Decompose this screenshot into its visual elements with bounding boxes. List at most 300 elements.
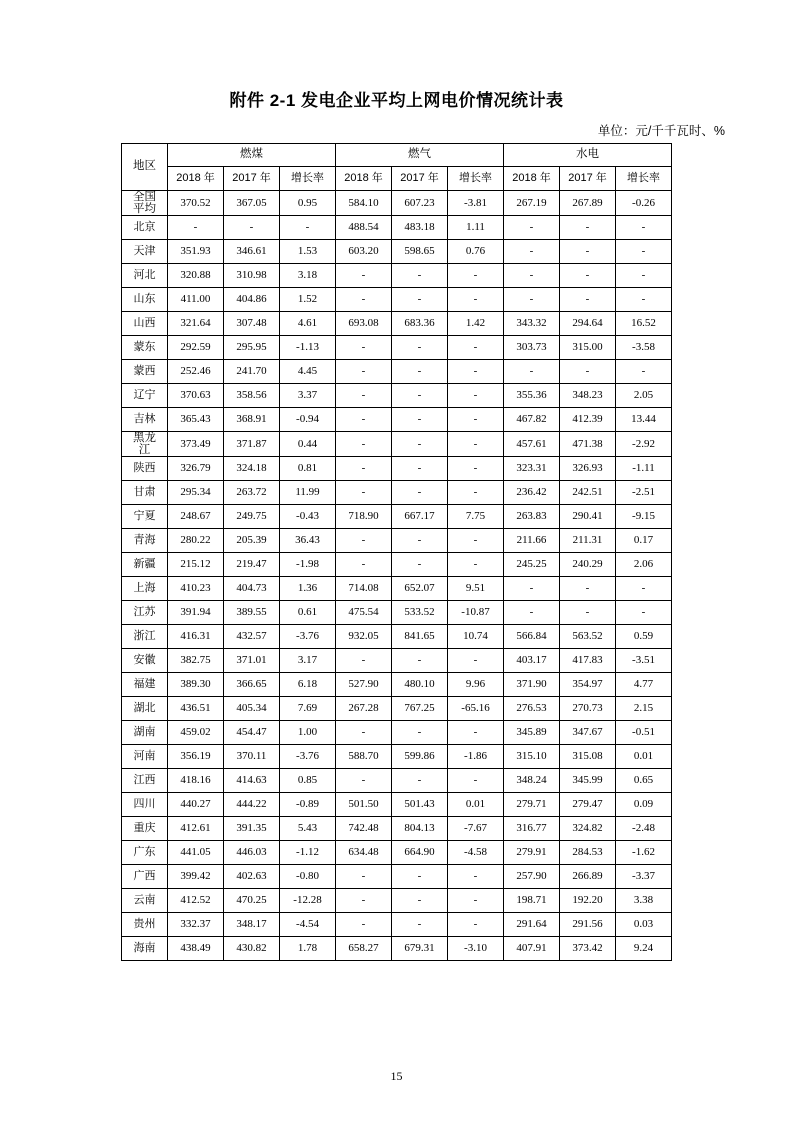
table-cell: 932.05	[336, 625, 392, 649]
table-row	[122, 577, 672, 601]
table-cell: -2.51	[616, 481, 672, 505]
table-cell: -	[560, 601, 616, 625]
row-region-label: 河南	[122, 745, 168, 769]
table-cell: -	[448, 457, 504, 481]
table-cell: 430.82	[224, 937, 280, 961]
row-region-label: 云南	[122, 889, 168, 913]
table-cell: 371.87	[224, 432, 280, 457]
row-region-label: 江苏	[122, 601, 168, 625]
row-region-label: 浙江	[122, 625, 168, 649]
table-cell: -	[616, 288, 672, 312]
table-cell: -1.62	[616, 841, 672, 865]
table-cell: 324.18	[224, 457, 280, 481]
row-region-label: 蒙东	[122, 336, 168, 360]
table-cell: -	[336, 408, 392, 432]
table-cell: 683.36	[392, 312, 448, 336]
table-cell: 315.10	[504, 745, 560, 769]
table-cell: 0.17	[616, 529, 672, 553]
table-cell: -	[560, 264, 616, 288]
table-cell: -	[616, 264, 672, 288]
table-cell: 0.85	[280, 769, 336, 793]
table-cell: 432.57	[224, 625, 280, 649]
table-cell: 303.73	[504, 336, 560, 360]
column-header-hydro-growth: 增长率	[616, 167, 672, 191]
table-cell: 370.63	[168, 384, 224, 408]
table-cell: 198.71	[504, 889, 560, 913]
table-cell: -	[448, 360, 504, 384]
row-region-label: 宁夏	[122, 505, 168, 529]
table-row	[122, 384, 672, 408]
table-cell: 0.81	[280, 457, 336, 481]
table-cell: 3.38	[616, 889, 672, 913]
table-cell: 211.31	[560, 529, 616, 553]
table-cell: 315.00	[560, 336, 616, 360]
table-cell: -0.51	[616, 721, 672, 745]
table-row	[122, 889, 672, 913]
table-cell: -3.37	[616, 865, 672, 889]
table-cell: 3.17	[280, 649, 336, 673]
table-cell: -	[560, 240, 616, 264]
table-cell: -	[392, 432, 448, 457]
table-cell: 2.15	[616, 697, 672, 721]
table-cell: 279.71	[504, 793, 560, 817]
table-cell: 441.05	[168, 841, 224, 865]
table-cell: 1.36	[280, 577, 336, 601]
table-cell: -4.58	[448, 841, 504, 865]
table-cell: 346.61	[224, 240, 280, 264]
table-cell: -	[336, 649, 392, 673]
row-region-label: 天津	[122, 240, 168, 264]
table-cell: 248.67	[168, 505, 224, 529]
table-cell: 391.35	[224, 817, 280, 841]
table-cell: 365.43	[168, 408, 224, 432]
table-row	[122, 745, 672, 769]
row-region-label: 陕西	[122, 457, 168, 481]
table-cell: 417.83	[560, 649, 616, 673]
table-cell: 294.64	[560, 312, 616, 336]
table-cell: 664.90	[392, 841, 448, 865]
table-cell: 416.31	[168, 625, 224, 649]
table-cell: -1.11	[616, 457, 672, 481]
table-cell: 13.44	[616, 408, 672, 432]
table-cell: 3.37	[280, 384, 336, 408]
table-cell: 345.89	[504, 721, 560, 745]
table-cell: 205.39	[224, 529, 280, 553]
table-cell: -	[168, 216, 224, 240]
column-group-hydro: 水电	[504, 144, 672, 167]
table-cell: 480.10	[392, 673, 448, 697]
table-cell: 652.07	[392, 577, 448, 601]
table-cell: 1.42	[448, 312, 504, 336]
row-region-label: 北京	[122, 216, 168, 240]
column-header-region: 地区	[122, 144, 168, 191]
table-row	[122, 841, 672, 865]
table-cell: 355.36	[504, 384, 560, 408]
table-cell: -	[392, 360, 448, 384]
table-cell: -	[448, 769, 504, 793]
table-row	[122, 481, 672, 505]
table-cell: 501.50	[336, 793, 392, 817]
table-cell: 467.82	[504, 408, 560, 432]
table-cell: 236.42	[504, 481, 560, 505]
table-row	[122, 191, 672, 216]
table-row	[122, 649, 672, 673]
table-cell: 219.47	[224, 553, 280, 577]
table-cell: -	[392, 529, 448, 553]
table-cell: 347.67	[560, 721, 616, 745]
row-region-label: 江西	[122, 769, 168, 793]
table-cell: -	[392, 649, 448, 673]
page-number: 15	[390, 1069, 403, 1083]
table-cell: 323.31	[504, 457, 560, 481]
table-cell: 405.34	[224, 697, 280, 721]
table-cell: 714.08	[336, 577, 392, 601]
row-region-label: 四川	[122, 793, 168, 817]
table-cell: 332.37	[168, 913, 224, 937]
table-cell: -	[448, 336, 504, 360]
table-cell: -0.94	[280, 408, 336, 432]
table-cell: 0.65	[616, 769, 672, 793]
table-cell: 252.46	[168, 360, 224, 384]
table-cell: -	[504, 264, 560, 288]
table-cell: -	[336, 769, 392, 793]
table-cell: 742.48	[336, 817, 392, 841]
table-cell: 5.43	[280, 817, 336, 841]
table-cell: 315.08	[560, 745, 616, 769]
table-row	[122, 216, 672, 240]
table-cell: 358.56	[224, 384, 280, 408]
table-cell: 367.05	[224, 191, 280, 216]
table-cell: 295.95	[224, 336, 280, 360]
table-cell: 3.18	[280, 264, 336, 288]
table-row	[122, 529, 672, 553]
table-row	[122, 240, 672, 264]
table-cell: 403.17	[504, 649, 560, 673]
row-region-label: 山东	[122, 288, 168, 312]
table-cell: -	[448, 889, 504, 913]
table-cell: -10.87	[448, 601, 504, 625]
table-cell: 9.24	[616, 937, 672, 961]
table-cell: -	[560, 360, 616, 384]
electricity-price-table	[121, 143, 672, 961]
table-cell: 454.47	[224, 721, 280, 745]
column-header-hydro-2018: 2018 年	[504, 167, 560, 191]
row-region-label: 蒙西	[122, 360, 168, 384]
table-row	[122, 264, 672, 288]
table-cell: -0.80	[280, 865, 336, 889]
table-cell: 0.01	[448, 793, 504, 817]
table-cell: 371.90	[504, 673, 560, 697]
table-cell: 242.51	[560, 481, 616, 505]
table-cell: -	[392, 408, 448, 432]
table-row	[122, 913, 672, 937]
table-cell: 603.20	[336, 240, 392, 264]
table-cell: 321.64	[168, 312, 224, 336]
row-region-label: 新疆	[122, 553, 168, 577]
table-cell: -	[448, 721, 504, 745]
table-row	[122, 865, 672, 889]
table-cell: -	[448, 865, 504, 889]
table-cell: -	[448, 481, 504, 505]
table-row	[122, 817, 672, 841]
table-cell: -	[448, 913, 504, 937]
table-cell: 348.23	[560, 384, 616, 408]
table-cell: 366.65	[224, 673, 280, 697]
table-cell: 215.12	[168, 553, 224, 577]
table-cell: -	[336, 529, 392, 553]
table-cell: 348.24	[504, 769, 560, 793]
table-cell: -3.81	[448, 191, 504, 216]
table-cell: 368.91	[224, 408, 280, 432]
table-cell: -1.13	[280, 336, 336, 360]
row-region-label: 湖北	[122, 697, 168, 721]
table-row	[122, 505, 672, 529]
table-cell: -	[224, 216, 280, 240]
table-cell: 249.75	[224, 505, 280, 529]
table-cell: 418.16	[168, 769, 224, 793]
table-cell: 410.23	[168, 577, 224, 601]
table-cell: 488.54	[336, 216, 392, 240]
table-cell: 404.86	[224, 288, 280, 312]
table-cell: 1.11	[448, 216, 504, 240]
table-cell: -0.43	[280, 505, 336, 529]
table-cell: 382.75	[168, 649, 224, 673]
table-cell: -	[392, 865, 448, 889]
row-region-label: 广东	[122, 841, 168, 865]
table-cell: 291.56	[560, 913, 616, 937]
table-cell: -1.12	[280, 841, 336, 865]
table-cell: 7.69	[280, 697, 336, 721]
table-cell: -	[448, 264, 504, 288]
page-title: 附件 2-1 发电企业平均上网电价情况统计表	[229, 91, 564, 110]
table-cell: -	[448, 408, 504, 432]
table-cell: 0.44	[280, 432, 336, 457]
row-region-label: 河北	[122, 264, 168, 288]
table-header	[122, 144, 672, 191]
table-cell: 9.51	[448, 577, 504, 601]
table-cell: 320.88	[168, 264, 224, 288]
table-cell: 371.01	[224, 649, 280, 673]
row-region-label: 全国 平均	[122, 191, 168, 216]
row-region-label: 上海	[122, 577, 168, 601]
table-cell: 634.48	[336, 841, 392, 865]
table-row	[122, 288, 672, 312]
table-cell: 0.03	[616, 913, 672, 937]
table-cell: -	[280, 216, 336, 240]
table-cell: 438.49	[168, 937, 224, 961]
table-cell: 767.25	[392, 697, 448, 721]
column-header-gas-2017: 2017 年	[392, 167, 448, 191]
table-cell: -7.67	[448, 817, 504, 841]
table-cell: 444.22	[224, 793, 280, 817]
table-cell: -	[616, 577, 672, 601]
table-cell: 295.34	[168, 481, 224, 505]
column-header-coal-2017: 2017 年	[224, 167, 280, 191]
table-cell: 192.20	[560, 889, 616, 913]
table-cell: 389.55	[224, 601, 280, 625]
table-cell: -3.76	[280, 745, 336, 769]
table-cell: 370.52	[168, 191, 224, 216]
table-cell: -	[392, 553, 448, 577]
table-cell: -	[448, 432, 504, 457]
table-cell: 0.01	[616, 745, 672, 769]
table-cell: 693.08	[336, 312, 392, 336]
column-header-coal-2018: 2018 年	[168, 167, 224, 191]
row-region-label: 山西	[122, 312, 168, 336]
table-cell: -9.15	[616, 505, 672, 529]
table-header-row-groups	[122, 144, 672, 167]
table-cell: -	[616, 240, 672, 264]
table-cell: 2.06	[616, 553, 672, 577]
table-cell: 471.38	[560, 432, 616, 457]
table-cell: -	[392, 384, 448, 408]
table-cell: -12.28	[280, 889, 336, 913]
table-row	[122, 625, 672, 649]
table-cell: 284.53	[560, 841, 616, 865]
table-cell: -	[336, 432, 392, 457]
table-cell: -	[336, 481, 392, 505]
table-cell: -	[392, 457, 448, 481]
table-cell: 245.25	[504, 553, 560, 577]
table-cell: -	[448, 288, 504, 312]
table-cell: -	[504, 577, 560, 601]
table-cell: -3.10	[448, 937, 504, 961]
table-cell: 263.83	[504, 505, 560, 529]
table-cell: 370.11	[224, 745, 280, 769]
table-cell: -	[616, 216, 672, 240]
table-cell: -	[336, 457, 392, 481]
table-row	[122, 673, 672, 697]
table-cell: -	[336, 913, 392, 937]
table-cell: 459.02	[168, 721, 224, 745]
table-cell: -2.48	[616, 817, 672, 841]
table-cell: -1.86	[448, 745, 504, 769]
table-cell: -	[336, 264, 392, 288]
column-group-coal: 燃煤	[168, 144, 336, 167]
row-region-label: 黑龙 江	[122, 432, 168, 457]
table-cell: 290.41	[560, 505, 616, 529]
table-cell: 607.23	[392, 191, 448, 216]
table-cell: 316.77	[504, 817, 560, 841]
table-cell: 841.65	[392, 625, 448, 649]
table-cell: 0.95	[280, 191, 336, 216]
table-cell: 402.63	[224, 865, 280, 889]
table-cell: 351.93	[168, 240, 224, 264]
table-row	[122, 457, 672, 481]
table-cell: 280.22	[168, 529, 224, 553]
table-cell: 404.73	[224, 577, 280, 601]
table-cell: 391.94	[168, 601, 224, 625]
table-cell: 483.18	[392, 216, 448, 240]
table-cell: -	[336, 360, 392, 384]
row-region-label: 重庆	[122, 817, 168, 841]
table-cell: 411.00	[168, 288, 224, 312]
table-cell: 407.91	[504, 937, 560, 961]
table-cell: 501.43	[392, 793, 448, 817]
table-cell: 2.05	[616, 384, 672, 408]
table-cell: -	[448, 553, 504, 577]
column-header-gas-2018: 2018 年	[336, 167, 392, 191]
table-cell: 211.66	[504, 529, 560, 553]
table-body	[122, 191, 672, 961]
table-cell: 0.76	[448, 240, 504, 264]
table-cell: -	[448, 529, 504, 553]
table-cell: 257.90	[504, 865, 560, 889]
table-cell: -3.58	[616, 336, 672, 360]
table-cell: -4.54	[280, 913, 336, 937]
table-cell: 348.17	[224, 913, 280, 937]
table-row	[122, 408, 672, 432]
table-cell: 0.09	[616, 793, 672, 817]
table-cell: 412.61	[168, 817, 224, 841]
table-cell: 584.10	[336, 191, 392, 216]
row-region-label: 吉林	[122, 408, 168, 432]
table-cell: -	[336, 553, 392, 577]
table-cell: 475.54	[336, 601, 392, 625]
row-region-label: 甘肃	[122, 481, 168, 505]
table-header-row-subs	[122, 167, 672, 191]
column-header-coal-growth: 增长率	[280, 167, 336, 191]
table-cell: 241.70	[224, 360, 280, 384]
table-cell: -	[392, 288, 448, 312]
table-cell: 412.52	[168, 889, 224, 913]
table-cell: -3.51	[616, 649, 672, 673]
table-cell: -3.76	[280, 625, 336, 649]
table-cell: 457.61	[504, 432, 560, 457]
row-region-label: 广西	[122, 865, 168, 889]
table-cell: -	[336, 336, 392, 360]
table-cell: 326.93	[560, 457, 616, 481]
table-cell: -	[392, 769, 448, 793]
table-cell: 11.99	[280, 481, 336, 505]
table-cell: -1.98	[280, 553, 336, 577]
table-cell: -	[392, 889, 448, 913]
table-cell: -	[504, 360, 560, 384]
table-row	[122, 721, 672, 745]
unit-note: 单位：元/千千瓦时、%	[597, 124, 725, 138]
table-cell: 276.53	[504, 697, 560, 721]
table-cell: 267.19	[504, 191, 560, 216]
table-cell: 389.30	[168, 673, 224, 697]
table-cell: 240.29	[560, 553, 616, 577]
table-cell: 16.52	[616, 312, 672, 336]
table-cell: 6.18	[280, 673, 336, 697]
table-cell: -	[336, 889, 392, 913]
row-region-label: 辽宁	[122, 384, 168, 408]
table-cell: 263.72	[224, 481, 280, 505]
table-cell: -	[560, 216, 616, 240]
table-cell: 324.82	[560, 817, 616, 841]
table-row	[122, 697, 672, 721]
table-cell: 373.49	[168, 432, 224, 457]
table-cell: 1.52	[280, 288, 336, 312]
table-cell: -	[392, 913, 448, 937]
table-row	[122, 793, 672, 817]
table-cell: 533.52	[392, 601, 448, 625]
table-cell: 4.77	[616, 673, 672, 697]
table-cell: 527.90	[336, 673, 392, 697]
table-cell: -	[336, 865, 392, 889]
table-row	[122, 360, 672, 384]
table-cell: 345.99	[560, 769, 616, 793]
table-cell: -	[504, 601, 560, 625]
table-cell: 9.96	[448, 673, 504, 697]
table-cell: -	[504, 240, 560, 264]
table-cell: 599.86	[392, 745, 448, 769]
table-cell: 667.17	[392, 505, 448, 529]
table-cell: -65.16	[448, 697, 504, 721]
table-cell: 1.53	[280, 240, 336, 264]
